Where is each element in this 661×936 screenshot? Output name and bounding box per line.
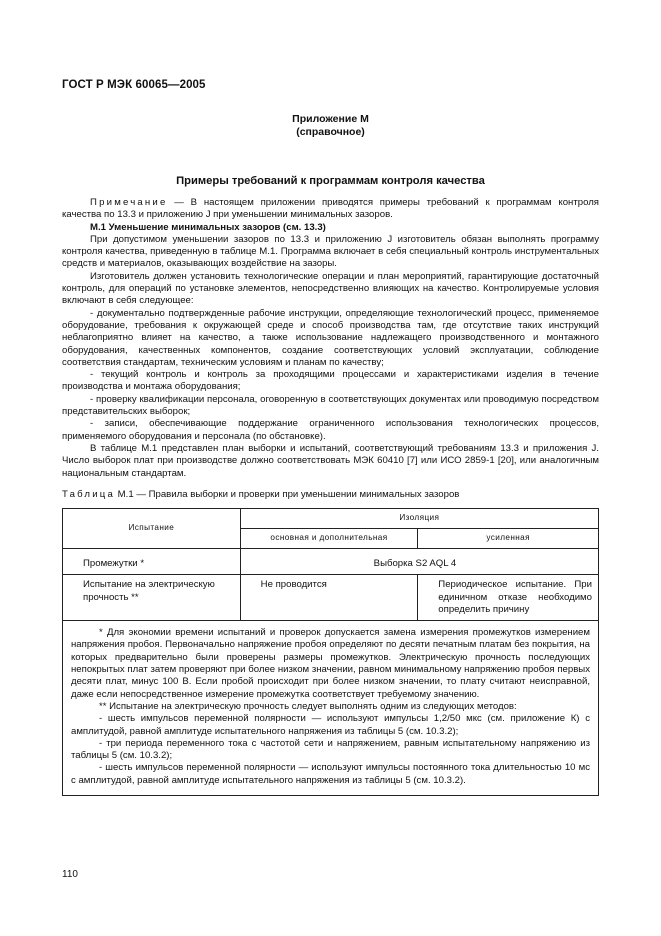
table-note: * Для экономии времени испытаний и проверок допускается замена измерения промежутков измерением напряжения пробоя. Первоначально напряжение пробоя определяют по десяти печатным платам без покрытия, на которых предварительно были проверены размеры промежутков. Электрическую прочность последующих непокрытых плат затем проверяют при более низком значении, равном минимальному напряжению пробоя первых десяти плат, минус 100 В. Если пробой происходит при более низком значении, то плату считают неисправной, даже если непосредственное измерение промежутка соответствует требуемому значению. xyxy=(71,627,590,700)
header-test: Испытание xyxy=(63,509,241,549)
paragraph: В таблице М.1 представлен план выборки и испытаний, соответствующий требованиям 13.3 и приложения J. Число выборок плат при производстве должно соответствовать МЭК 60410 [7] или ИСО 2859-1 [20], или аналогичным национальным стандартам. xyxy=(62,442,599,479)
appendix-title: Приложение М xyxy=(292,113,369,125)
header-reinforced: усиленная xyxy=(418,529,599,549)
table-note: - шесть импульсов переменной полярности — используют импульсы постоянного тока длительностью 10 мс с амплитудой, равной амплитуде испытательного напряжения из таблицы 5 (см. 10.3.2). xyxy=(71,762,590,786)
table-note: - три периода переменного тока с частотой сети и напряжением, равным испытательному напряжению из таблицы 5 (см. 10.3.2); xyxy=(71,737,590,762)
note-paragraph xyxy=(62,197,599,222)
table-note: - шесть импульсов переменной полярности — используют импульсы 1,2/50 мкс (см. приложение К) с амплитудой, равной амплитуде испытательного напряжения из таблицы 5 (см. 10.3.2); xyxy=(71,713,590,737)
paragraph: - документально подтвержденные рабочие инструкции, определяющие технологический процесс, применяемое оборудование, требования к окружающей среде и способ производства там, где отсутствие таких инструкций неблагоприятно влияет на качество, а также использование надлежащего производственного и монтажного оборудования, качественных компонентов, создание соответствующих условий эксплуатации, соблюдение соответствия стандартам, техническим условиям и планам по качеству; xyxy=(62,307,599,368)
table-caption-text: М.1 — Правила выборки и проверки при уменьшении минимальных зазоров xyxy=(115,489,460,500)
header-insulation: Изоляция xyxy=(240,509,598,529)
table-notes xyxy=(63,621,599,796)
table-note: ** Испытание на электрическую прочность следует выполнять одним из следующих методов: xyxy=(99,700,517,712)
note-text: — В настоящем приложении приводятся примеры требований к программам контроля качества по 13.3 и приложению J при уменьшении минимальных зазоров. xyxy=(62,197,599,221)
paragraph: - проверку квалификации персонала, оговоренную в соответствующих документах или проводимую посредством представительских выборок; xyxy=(62,393,599,418)
section-title: Примеры требований к программам контроля качества xyxy=(176,175,485,187)
row-strength-test: Испытание на электрическую прочность ** xyxy=(63,575,241,621)
table-caption xyxy=(62,489,459,500)
table-caption-label: Таблица xyxy=(62,489,116,500)
sampling-table xyxy=(62,508,599,796)
paragraph: - текущий контроль и контроль за проходящими процессами и характеристиками изделия в течение производства и монтажа оборудования; xyxy=(62,369,599,393)
row-gaps-value: Выборка S2 AQL 4 xyxy=(240,549,598,575)
body-text xyxy=(62,197,599,480)
paragraph: При допустимом уменьшении зазоров по 13.3 и приложению J изготовитель обязан выполнять программу контроля качества, приведенную в таблице М.1. Программа включает в себя специальный контроль инструментальных средств и материалов, оказывающих воздействие на зазоры. xyxy=(62,233,599,270)
page-number: 110 xyxy=(62,869,78,880)
row-gaps-test: Промежутки * xyxy=(63,549,241,575)
header-basic: основная и дополнительная xyxy=(240,529,418,549)
document-header: ГОСТ Р МЭК 60065—2005 xyxy=(62,79,206,91)
paragraph: Изготовитель должен установить технологические операции и план мероприятий, гарантирующие достаточный контроль, для операций по установке элементов, непосредственно влияющих на качество. Контролируемые условия включают в себя следующее: xyxy=(62,270,599,307)
row-strength-basic: Не проводится xyxy=(240,575,418,621)
row-strength-reinforced: Периодическое испытание. При единичном отказе необходимо определить причину xyxy=(418,575,599,621)
paragraph: - записи, обеспечивающие поддержание ограниченного использования технологических процессов, применяемого оборудования и персонала (по обстановке). xyxy=(62,418,599,442)
subsection-title: М.1 Уменьшение минимальных зазоров (см. 13.3) xyxy=(90,221,326,233)
note-label: Примечание xyxy=(90,197,168,208)
appendix-subtitle: (справочное) xyxy=(296,126,365,138)
